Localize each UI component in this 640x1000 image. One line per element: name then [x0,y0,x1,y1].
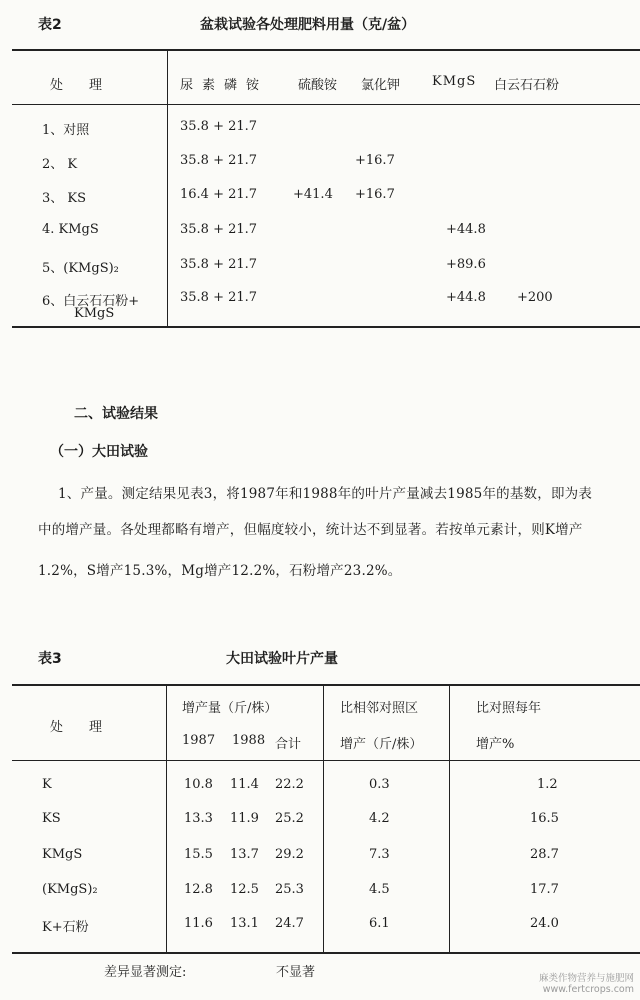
table2-row-kmgs: +44.8 [446,290,486,305]
table3-row-1988: 11.4 [230,777,259,792]
table3-header-year-1988: 1988 [232,733,266,748]
table2-row-name: 1、对照 [42,123,90,138]
significance-value: 不显著 [276,965,316,980]
table2-header-kmgs: KMgS [432,74,477,89]
paragraph-line: 1.2%，S增产15.3%，Mg增产12.2%，石粉增产23.2%。 [38,563,402,579]
table2-row-name: 2、 K [42,157,78,172]
table2-row-ammonium-sulfate: +41.4 [293,187,333,202]
table3-header-total: 合计 [275,737,302,752]
table3-row-1988: 13.7 [230,847,259,862]
table3-row-1987: 11.6 [184,916,213,931]
table3-row-neighbor: 4.5 [369,882,390,897]
table3-divider-2 [323,686,324,952]
table3-row-total: 29.2 [275,847,304,862]
significance-label: 差异显著测定: [104,965,187,980]
table2-row-urea: 35.8 + 21.7 [180,153,258,168]
table3-row-total: 22.2 [275,777,304,792]
section-heading: 二、试验结果 [74,406,158,422]
table3-row-1987: 15.5 [184,847,213,862]
table2-bottom-rule [12,326,640,328]
watermark-url: www.fertcrops.com [542,984,634,995]
table3-row-1988: 11.9 [230,811,259,826]
table3-row-pct: 17.7 [530,882,559,897]
table3-row-total: 24.7 [275,916,304,931]
table2-row-name-cont: KMgS [74,306,115,321]
table3-row-name: KMgS [42,847,83,862]
table3-header-year-1987: 1987 [182,733,216,748]
table3-header-control-unit: 增产% [476,737,515,752]
table3-row-1987: 10.8 [184,777,213,792]
table3-header-neighbor-unit: 增产（斤/株） [340,737,423,752]
table3-row-1987: 13.3 [184,811,213,826]
table3-header-control: 比对照每年 [476,701,542,716]
table3-row-neighbor: 4.2 [369,811,390,826]
table2-row-dolomite: +200 [517,290,553,305]
table2-row-kcl: +16.7 [355,187,395,202]
table3-header-rule [12,760,640,761]
table2-row-kcl: +16.7 [355,153,395,168]
table3-row-neighbor: 7.3 [369,847,390,862]
table2-row-name: 5、(KMgS)₂ [42,261,119,276]
section-subheading: （一）大田试验 [50,444,148,460]
table3-row-1987: 12.8 [184,882,213,897]
table3-row-name: KS [42,811,61,826]
table3-row-neighbor: 6.1 [369,916,390,931]
table2-row-kmgs: +89.6 [446,257,486,272]
table3-row-pct: 24.0 [530,916,559,931]
table2-row-urea: 35.8 + 21.7 [180,119,258,134]
table2-header-ammonium-sulfate: 硫酸铵 [298,78,338,93]
table3-row-total: 25.2 [275,811,304,826]
table2-row-name: 3、 KS [42,191,87,206]
table2-header-kcl: 氯化钾 [361,78,401,93]
table3-label: 表3 [38,651,62,667]
table3-top-rule [12,684,640,686]
table2-header-dolomite: 白云石石粉 [494,78,560,93]
table3-header-neighbor: 比相邻对照区 [340,701,419,716]
table2-row-urea: 35.8 + 21.7 [180,290,258,305]
table3-divider-1 [166,686,167,952]
table3-row-total: 25.3 [275,882,304,897]
table2-row-name: 4. KMgS [42,222,99,237]
table3-row-neighbor: 0.3 [369,777,390,792]
table3-row-1988: 13.1 [230,916,259,931]
table2-divider [167,51,168,326]
table3-row-name: K [42,777,52,792]
table2-header-treatment: 处 理 [50,78,103,93]
table2-row-urea: 16.4 + 21.7 [180,187,258,202]
table2-row-urea: 35.8 + 21.7 [180,222,258,237]
table2-label: 表2 [38,17,62,33]
table3-row-name: K+石粉 [42,920,89,935]
paragraph-line: 中的增产量。各处理都略有增产，但幅度较小，统计达不到显著。若按单元素计，则K增产 [38,522,583,538]
table3-row-1988: 12.5 [230,882,259,897]
table3-row-pct: 28.7 [530,847,559,862]
paragraph-line: 1、产量。测定结果见表3，将1987年和1988年的叶片产量减去1985年的基数，即为表 [58,486,593,502]
table2-title: 盆栽试验各处理肥料用量（克/盆） [200,17,416,33]
table3-row-pct: 1.2 [537,777,558,792]
table2-row-kmgs: +44.8 [446,222,486,237]
table2-row-urea: 35.8 + 21.7 [180,257,258,272]
watermark-title: 麻类作物营养与施肥网 [538,973,634,984]
table3-header-increase: 增产量（斤/株） [182,701,278,716]
table3-bottom-rule [12,952,640,954]
table2-row-name: 6、白云石石粉+ [42,294,140,309]
table3-row-name: (KMgS)₂ [42,882,98,897]
table3-header-treatment: 处 理 [50,720,103,735]
table3-row-pct: 16.5 [530,811,559,826]
table2-top-rule [12,49,640,51]
table3-title: 大田试验叶片产量 [226,651,338,667]
table2-header-urea: 尿素磷铵 [180,78,269,93]
table2-header-rule [12,104,640,105]
table3-divider-3 [449,686,450,952]
